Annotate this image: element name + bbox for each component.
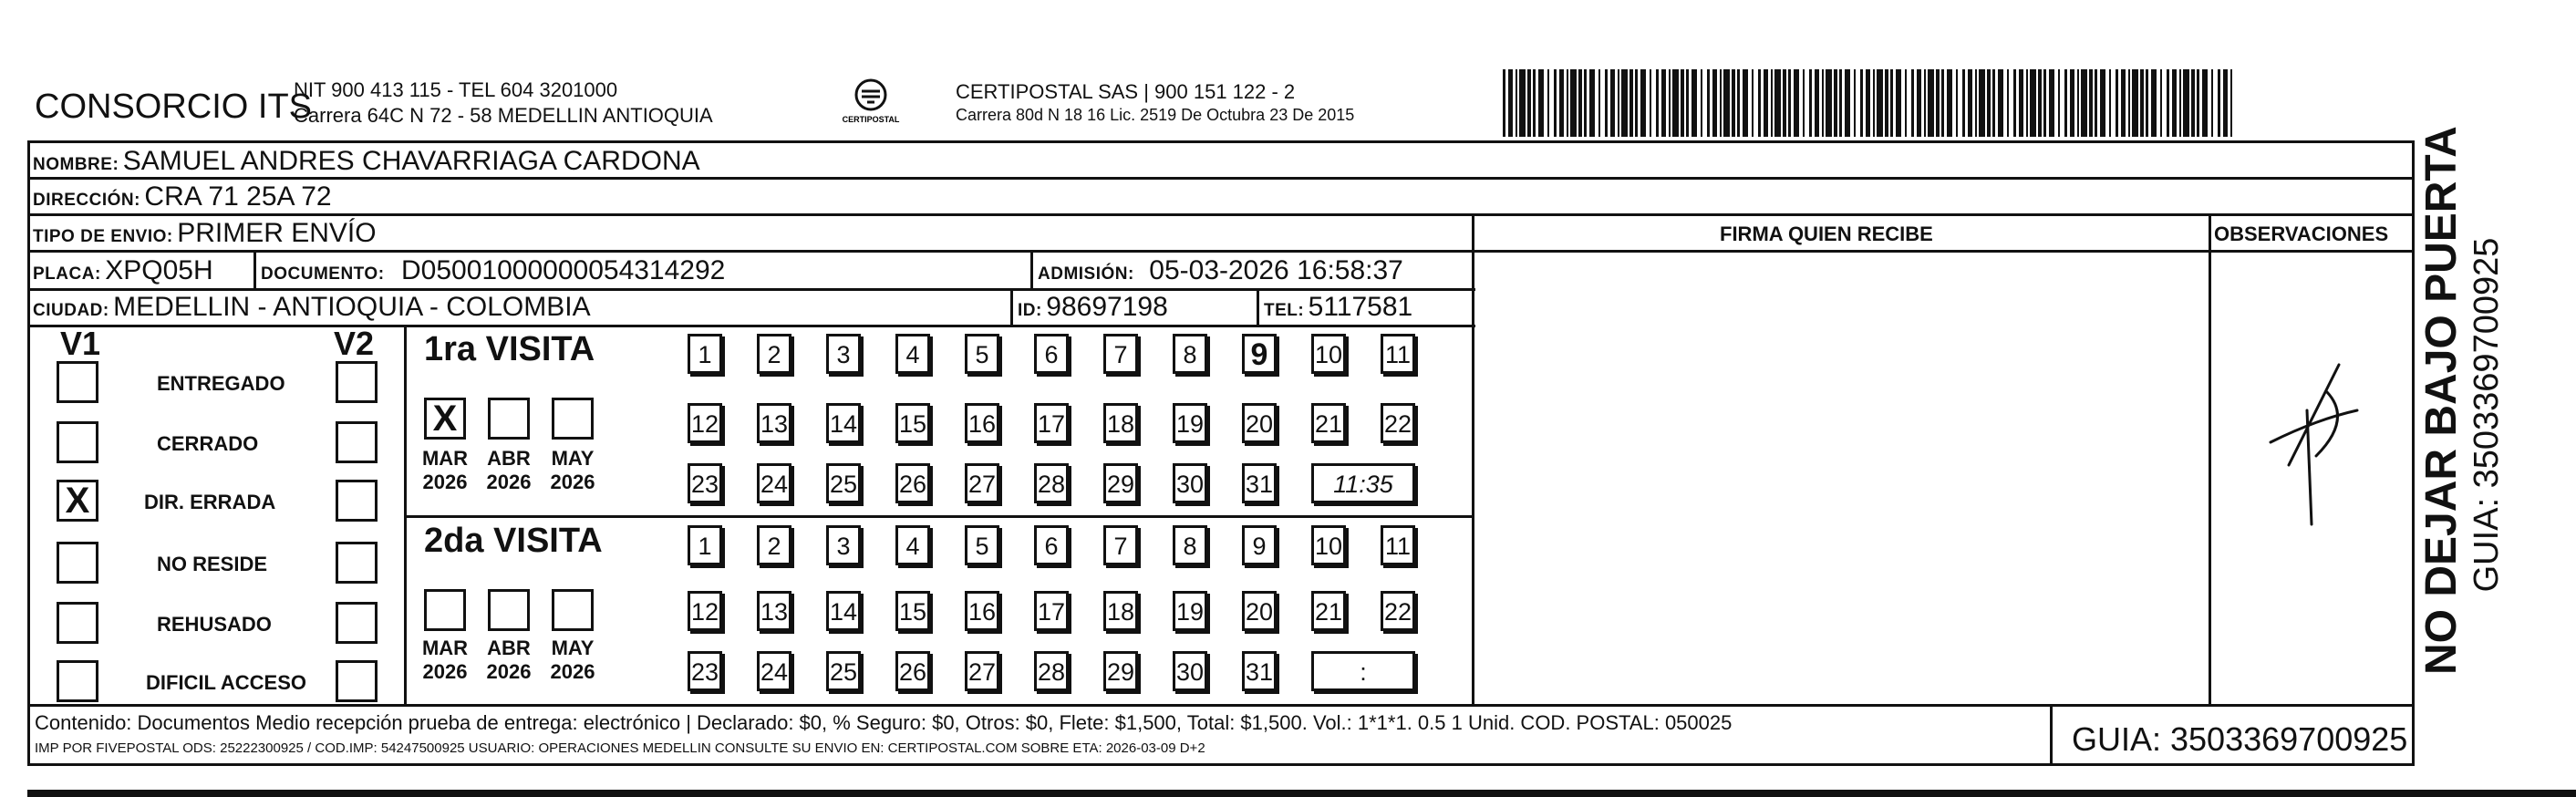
day-box[interactable]: 6	[1034, 525, 1069, 565]
barcode-bar	[1987, 69, 1991, 137]
id-value: 98697198	[1046, 292, 1168, 322]
month-checkbox[interactable]	[488, 589, 530, 631]
barcode-bar	[1998, 69, 2003, 137]
status-v2-checkbox[interactable]	[336, 421, 378, 463]
barcode-bar	[2019, 69, 2023, 137]
day-box[interactable]: 4	[895, 334, 930, 374]
day-box[interactable]: 26	[895, 651, 930, 691]
barcode-bar	[2146, 69, 2148, 137]
day-box[interactable]: 19	[1173, 591, 1207, 631]
month-year: 2026	[550, 471, 595, 493]
direccion-row	[33, 181, 332, 212]
barcode-bar	[1723, 69, 1730, 137]
day-box[interactable]: 3	[826, 525, 861, 565]
day-box[interactable]: 13	[757, 591, 791, 631]
barcode-bar	[1618, 69, 1619, 137]
day-box[interactable]: 4	[895, 525, 930, 565]
day-box[interactable]: 15	[895, 591, 930, 631]
barcode-bar	[2128, 69, 2130, 137]
day-box[interactable]: 10	[1311, 525, 1346, 565]
day-box[interactable]: 9	[1242, 525, 1277, 565]
day-box[interactable]: 27	[965, 463, 999, 503]
barcode-bar	[2030, 69, 2036, 137]
barcode-bar	[1992, 69, 1995, 137]
barcode-bar	[1774, 69, 1781, 137]
side-guia: GUIA: 3503369700925	[2467, 237, 2506, 593]
barcode-bar	[2013, 69, 2016, 137]
month-checkbox[interactable]	[424, 589, 466, 631]
barcode-bar	[1527, 69, 1531, 137]
admision-row	[1038, 255, 1403, 286]
placa-label: PLACA:	[33, 264, 101, 284]
barcode-bar	[1681, 69, 1684, 137]
status-v1-checkbox[interactable]	[57, 421, 98, 463]
barcode-bar	[1956, 69, 1958, 137]
status-label: NO RESIDE	[157, 553, 268, 575]
barcode-bar	[2197, 69, 2199, 137]
barcode-bar	[2218, 69, 2220, 137]
day-box[interactable]: 6	[1034, 334, 1069, 374]
barcode-bar	[2064, 69, 2067, 137]
form-frame	[27, 140, 2415, 766]
day-box[interactable]: 31	[1242, 651, 1277, 691]
barcode-bar	[1732, 69, 1735, 137]
month-year: 2026	[486, 660, 532, 683]
barcode-bar	[2081, 69, 2087, 137]
day-box[interactable]: 16	[965, 403, 999, 443]
day-box[interactable]: 16	[965, 591, 999, 631]
day-box[interactable]: 20	[1242, 591, 1277, 631]
day-box[interactable]: 26	[895, 463, 930, 503]
barcode-bar	[2230, 69, 2232, 137]
ciudad-label: CIUDAD:	[33, 301, 109, 320]
barcode-bar	[1737, 69, 1740, 137]
barcode-bar	[1650, 69, 1651, 137]
ciudad-row	[33, 292, 591, 323]
day-box[interactable]: 21	[1311, 591, 1346, 631]
barcode-bar	[1890, 69, 1893, 137]
status-v2-checkbox[interactable]	[336, 361, 378, 403]
carrier-name: CERTIPOSTAL SAS | 900 151 122 - 2	[956, 80, 1296, 103]
day-box[interactable]: 12	[688, 591, 722, 631]
nombre-row	[33, 146, 700, 177]
status-label: DIR. ERRADA	[144, 491, 276, 513]
barcode-bar	[1610, 69, 1615, 137]
company-address: Carrera 64C N 72 - 58 MEDELLIN ANTIOQUIA	[294, 104, 713, 127]
documento-label: DOCUMENTO:	[261, 264, 385, 284]
day-box[interactable]: 2	[757, 334, 791, 374]
barcode-bar	[1656, 69, 1659, 137]
day-box[interactable]: 24	[757, 463, 791, 503]
month-label: MAY	[551, 447, 595, 470]
barcode-bar	[1917, 69, 1921, 137]
month-label: MAR	[421, 447, 469, 470]
month-checkbox[interactable]	[552, 589, 594, 631]
barcode-bar	[1712, 69, 1717, 137]
documento-row	[261, 255, 725, 286]
barcode-bar	[1758, 69, 1761, 137]
month-year: 2026	[422, 471, 468, 493]
status-label: CERRADO	[157, 432, 259, 455]
day-box[interactable]: 17	[1034, 591, 1069, 631]
barcode-bar	[2100, 69, 2105, 137]
barcode-bar	[1503, 69, 1505, 137]
day-box[interactable]: 15	[895, 403, 930, 443]
barcode-bar	[2007, 69, 2009, 137]
day-box[interactable]: 25	[826, 651, 861, 691]
status-v2-checkbox[interactable]	[336, 602, 378, 644]
day-box[interactable]	[1242, 334, 1277, 374]
tel-value: 5117581	[1308, 292, 1413, 322]
day-box[interactable]: 2	[757, 525, 791, 565]
day-box[interactable]: 8	[1173, 334, 1207, 374]
day-box[interactable]: 7	[1103, 525, 1138, 565]
barcode-bar	[2095, 69, 2097, 137]
barcode-bar	[2109, 69, 2111, 137]
barcode-bar	[1519, 69, 1526, 137]
carrier-address: Carrera 80d N 18 16 Lic. 2519 De Octubra 23 De 2015	[956, 106, 1355, 124]
day-box[interactable]: 31	[1242, 463, 1277, 503]
status-v1-checkbox[interactable]	[57, 660, 98, 702]
v2-label: V2	[334, 325, 375, 362]
day-box[interactable]: 1	[688, 334, 722, 374]
id-label: ID:	[1018, 301, 1042, 320]
day-box[interactable]: 11	[1381, 525, 1415, 565]
barcode-bar	[1584, 69, 1587, 137]
barcode-bar	[1701, 69, 1702, 137]
admision-value: 05-03-2026 16:58:37	[1149, 255, 1403, 285]
barcode-bar	[1640, 69, 1646, 137]
barcode-bar	[1547, 69, 1549, 137]
day-mark: 9	[1250, 337, 1268, 372]
month-label: MAY	[551, 637, 595, 659]
barcode-bar	[2038, 69, 2042, 137]
footer-guia: GUIA: 3503369700925	[2072, 720, 2408, 758]
day-box[interactable]: 11	[1381, 334, 1415, 374]
nombre-label: NOMBRE:	[33, 155, 119, 174]
barcode-bar	[1941, 69, 1944, 137]
day-box[interactable]: 8	[1173, 525, 1207, 565]
status-v2-checkbox[interactable]	[336, 542, 378, 584]
barcode-bar	[1559, 69, 1564, 137]
day-box[interactable]: 1	[688, 525, 722, 565]
barcode-bar	[2058, 69, 2060, 137]
barcode-bar	[1975, 69, 1977, 137]
status-v1-checkbox[interactable]	[57, 602, 98, 644]
tipo-row	[33, 218, 377, 249]
barcode-bar	[1771, 69, 1773, 137]
month-label: ABR	[487, 637, 531, 659]
status-v2-checkbox[interactable]	[336, 660, 378, 702]
barcode-bar	[1924, 69, 1926, 137]
barcode-bar	[1554, 69, 1557, 137]
tel-row	[1264, 292, 1412, 323]
barcode-bar	[2043, 69, 2046, 137]
barcode-bar	[1809, 69, 1812, 137]
day-box[interactable]: 21	[1311, 403, 1346, 443]
month-year: 2026	[550, 660, 595, 683]
barcode-bar	[1928, 69, 1934, 137]
day-box[interactable]: 25	[826, 463, 861, 503]
visit1-time-box[interactable]: 11:35	[1311, 463, 1415, 503]
barcode-bar	[1720, 69, 1722, 137]
status-label: ENTREGADO	[157, 372, 285, 395]
day-box[interactable]: 27	[965, 651, 999, 691]
day-box[interactable]: 28	[1034, 463, 1069, 503]
footer-contenido: Contenido: Documentos Medio recepción prueba de entrega: electrónico | Declarado: $0, % Seguro: $0, Otros: $0, Flete: $1,500, Total: $1,500. Vol.: 1*1*1. 0.5 1 Unid. COD. POSTAL: 050025	[35, 711, 1733, 734]
barcode-bar	[1508, 69, 1513, 137]
day-box[interactable]: 7	[1103, 334, 1138, 374]
tipo-label: TIPO DE ENVIO:	[33, 227, 173, 246]
barcode-bar	[1783, 69, 1786, 137]
barcode-bar	[1866, 69, 1870, 137]
day-box[interactable]: 3	[826, 334, 861, 374]
day-box[interactable]: 18	[1103, 591, 1138, 631]
barcode-bar	[1936, 69, 1940, 137]
day-box[interactable]: 13	[757, 403, 791, 443]
barcode-bar	[2223, 69, 2228, 137]
month-label: ABR	[487, 447, 531, 470]
status-v2-checkbox[interactable]	[336, 480, 378, 522]
barcode-bar	[2116, 69, 2118, 137]
barcode-bar	[1669, 69, 1671, 137]
barcode-bar	[1570, 69, 1577, 137]
month-checkbox[interactable]	[488, 398, 530, 440]
barcode-bar	[1661, 69, 1666, 137]
signature-icon	[2252, 356, 2371, 529]
barcode-bar	[1621, 69, 1628, 137]
ciudad-value: MEDELLIN - ANTIOQUIA - COLOMBIA	[113, 292, 591, 322]
svg-text:CERTIPOSTAL: CERTIPOSTAL	[842, 115, 900, 124]
barcode-bar	[1834, 69, 1837, 137]
barcode-bar	[1860, 69, 1863, 137]
barcode-bar	[1752, 69, 1754, 137]
day-box[interactable]: 5	[965, 525, 999, 565]
barcode-bar	[1947, 69, 1952, 137]
barcode-bar	[1691, 69, 1697, 137]
status-v1-mark: X	[65, 481, 90, 521]
status-v1-checkbox[interactable]	[57, 361, 98, 403]
month-mark: X	[432, 398, 458, 439]
month-checkbox[interactable]	[424, 398, 466, 440]
barcode-bar	[2077, 69, 2079, 137]
barcode-bar	[2151, 69, 2157, 137]
day-box[interactable]: 23	[688, 463, 722, 503]
day-box[interactable]: 10	[1311, 334, 1346, 374]
no-dejar-warning: NO DEJAR BAJO PUERTA	[2417, 126, 2466, 675]
day-box[interactable]: 23	[688, 651, 722, 691]
barcode-bar	[2211, 69, 2213, 137]
placa-value: XPQ05H	[105, 255, 213, 285]
day-box[interactable]: 24	[757, 651, 791, 691]
barcode-bar	[2089, 69, 2093, 137]
direccion-value: CRA 71 25A 72	[144, 181, 332, 212]
month-checkbox[interactable]	[552, 398, 594, 440]
barcode-bar	[2172, 69, 2177, 137]
visit2-title: 2da VISITA	[424, 522, 603, 560]
barcode-bar	[1979, 69, 1985, 137]
day-box[interactable]: 29	[1103, 463, 1138, 503]
day-box[interactable]: 30	[1173, 463, 1207, 503]
day-box[interactable]: 14	[826, 403, 861, 443]
barcode-bar	[1873, 69, 1875, 137]
firma-label: FIRMA QUIEN RECIBE	[1720, 223, 1933, 245]
nombre-value: SAMUEL ANDRES CHAVARRIAGA CARDONA	[122, 146, 700, 176]
barcode-bar	[2026, 69, 2028, 137]
barcode-bar	[2167, 69, 2169, 137]
day-box[interactable]: 22	[1381, 403, 1415, 443]
day-box[interactable]: 5	[965, 334, 999, 374]
tel-label: TEL:	[1264, 301, 1305, 320]
barcode-bar	[1538, 69, 1544, 137]
barcode-bar	[1877, 69, 1883, 137]
footer-imp: IMP POR FIVEPOSTAL ODS: 25222300925 / COD.IMP: 54247500925 USUARIO: OPERACIONES MEDELLIN CONSULTE SU ENVIO EN: CERTIPOSTAL.COM SOBRE ETA: 2026-03-09 D+2	[35, 740, 1205, 756]
status-v1-checkbox[interactable]	[57, 542, 98, 584]
barcode-bar	[1968, 69, 1972, 137]
barcode-bar	[2183, 69, 2189, 137]
month-label: MAR	[421, 637, 469, 659]
barcode-bar	[1743, 69, 1748, 137]
day-box[interactable]: 12	[688, 403, 722, 443]
visit2-time-box[interactable]: :	[1311, 651, 1415, 691]
barcode-bar	[1854, 69, 1856, 137]
barcode-bar	[1635, 69, 1638, 137]
admision-label: ADMISIÓN:	[1038, 264, 1134, 284]
barcode-bar	[1794, 69, 1799, 137]
barcode-bar	[1707, 69, 1710, 137]
day-box[interactable]: 18	[1103, 403, 1138, 443]
barcode-bar	[1589, 69, 1595, 137]
observaciones-label: OBSERVACIONES	[2214, 223, 2389, 245]
barcode-bar	[1803, 69, 1805, 137]
id-row	[1018, 292, 1168, 323]
barcode-bar	[1629, 69, 1633, 137]
barcode-bar	[2140, 69, 2144, 137]
day-box[interactable]: 17	[1034, 403, 1069, 443]
company-name: CONSORCIO ITS	[35, 88, 313, 126]
visit1-title: 1ra VISITA	[424, 330, 595, 368]
barcode-bar	[2191, 69, 2195, 137]
day-box[interactable]: 22	[1381, 591, 1415, 631]
barcode-bar	[1516, 69, 1517, 137]
barcode-bar	[1905, 69, 1907, 137]
barcode-bar	[1605, 69, 1608, 137]
barcode-bar	[2202, 69, 2208, 137]
barcode-bar	[1686, 69, 1689, 137]
placa-row	[33, 255, 213, 286]
day-box[interactable]: 28	[1034, 651, 1069, 691]
barcode-bar	[1962, 69, 1965, 137]
day-box[interactable]: 19	[1173, 403, 1207, 443]
barcode-bar	[1598, 69, 1600, 137]
direccion-label: DIRECCIÓN:	[33, 191, 140, 210]
documento-value: D05001000000054314292	[401, 255, 726, 285]
barcode-bar	[2179, 69, 2181, 137]
barcode-bar	[1826, 69, 1832, 137]
barcode-bar	[1822, 69, 1824, 137]
day-box[interactable]: 30	[1173, 651, 1207, 691]
company-nit: NIT 900 413 115 - TEL 604 3201000	[294, 78, 618, 101]
tipo-value: PRIMER ENVÍO	[177, 218, 377, 248]
v1-label: V1	[60, 325, 101, 362]
barcode-bar	[1911, 69, 1914, 137]
status-label: REHUSADO	[157, 613, 272, 636]
barcode-bar	[1567, 69, 1568, 137]
barcode-bar	[2070, 69, 2074, 137]
day-box[interactable]: 14	[826, 591, 861, 631]
barcode-bar	[1845, 69, 1850, 137]
barcode-bar	[2132, 69, 2138, 137]
barcode-bar	[1885, 69, 1888, 137]
barcode-bar	[2160, 69, 2162, 137]
barcode-bar	[1788, 69, 1791, 137]
day-box[interactable]: 29	[1103, 651, 1138, 691]
barcode-bar	[1578, 69, 1582, 137]
barcode-bar	[2121, 69, 2126, 137]
barcode-bar	[1533, 69, 1536, 137]
certipostal-logo-icon	[834, 75, 907, 129]
status-v1-checkbox[interactable]	[57, 480, 98, 522]
month-year: 2026	[486, 471, 532, 493]
barcode-bar	[1815, 69, 1819, 137]
barcode-bar	[2049, 69, 2054, 137]
day-box[interactable]: 20	[1242, 403, 1277, 443]
barcode-bar	[1839, 69, 1842, 137]
barcode	[1503, 69, 2232, 137]
side-text	[2417, 126, 2527, 675]
status-label: DIFICIL ACCESO	[146, 671, 307, 694]
barcode-bar	[1764, 69, 1768, 137]
month-year: 2026	[422, 660, 468, 683]
barcode-bar	[1896, 69, 1901, 137]
barcode-bar	[1672, 69, 1679, 137]
